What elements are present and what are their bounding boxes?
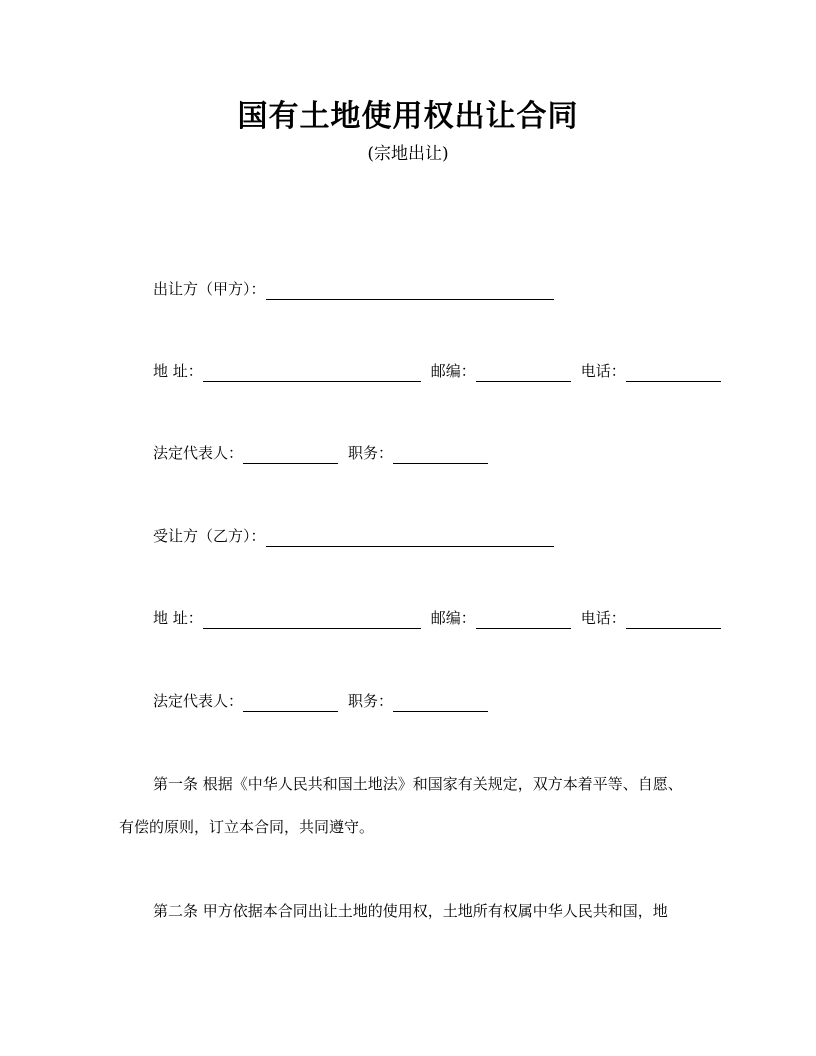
party-a-address-label: 地 址：	[153, 362, 203, 380]
party-b-address-field[interactable]	[203, 611, 421, 629]
party-b-postcode-field[interactable]	[476, 611, 571, 629]
party-a-rep-label: 法定代表人：	[153, 444, 244, 462]
party-b-position-label: 职务：	[348, 692, 394, 710]
article-2-line-1: 第二条 甲方依据本合同出让土地的使用权，土地所有权属中华人民共和国，地	[153, 902, 668, 920]
party-b-label: 受让方（乙方）：	[153, 527, 266, 545]
party-a-address-field[interactable]	[203, 364, 421, 382]
page-subtitle: (宗地出让)	[367, 144, 449, 164]
party-a-postcode-field[interactable]	[476, 364, 571, 382]
party-a-position-field[interactable]	[393, 446, 488, 464]
party-b-address-row	[153, 607, 721, 629]
party-b-address-label: 地 址：	[153, 609, 203, 627]
party-a-phone-field[interactable]	[626, 364, 721, 382]
party-b-rep-field[interactable]	[243, 694, 338, 712]
party-a-address-row	[153, 360, 721, 382]
party-b-rep-label: 法定代表人：	[153, 692, 244, 710]
party-a-phone-label: 电话：	[580, 362, 626, 380]
party-a-name-row	[153, 278, 554, 300]
party-b-postcode-label: 邮编：	[430, 609, 476, 627]
article-1-line-2: 有偿的原则，订立本合同，共同遵守。	[119, 818, 375, 836]
party-b-position-field[interactable]	[393, 694, 488, 712]
party-a-rep-field[interactable]	[243, 446, 338, 464]
party-a-rep-row	[153, 442, 488, 464]
party-b-phone-field[interactable]	[626, 611, 721, 629]
page-title: 国有土地使用权出让合同	[237, 99, 579, 134]
article-1-line-1: 第一条 根据《中华人民共和国土地法》和国家有关规定，双方本着平等、自愿、	[153, 775, 683, 793]
party-a-label: 出让方（甲方）：	[153, 280, 266, 298]
party-b-rep-row	[153, 690, 488, 712]
party-a-position-label: 职务：	[348, 444, 394, 462]
party-a-name-field[interactable]	[266, 282, 554, 300]
party-a-postcode-label: 邮编：	[430, 362, 476, 380]
party-b-phone-label: 电话：	[580, 609, 626, 627]
party-b-name-field[interactable]	[266, 529, 554, 547]
party-b-name-row	[153, 525, 554, 547]
